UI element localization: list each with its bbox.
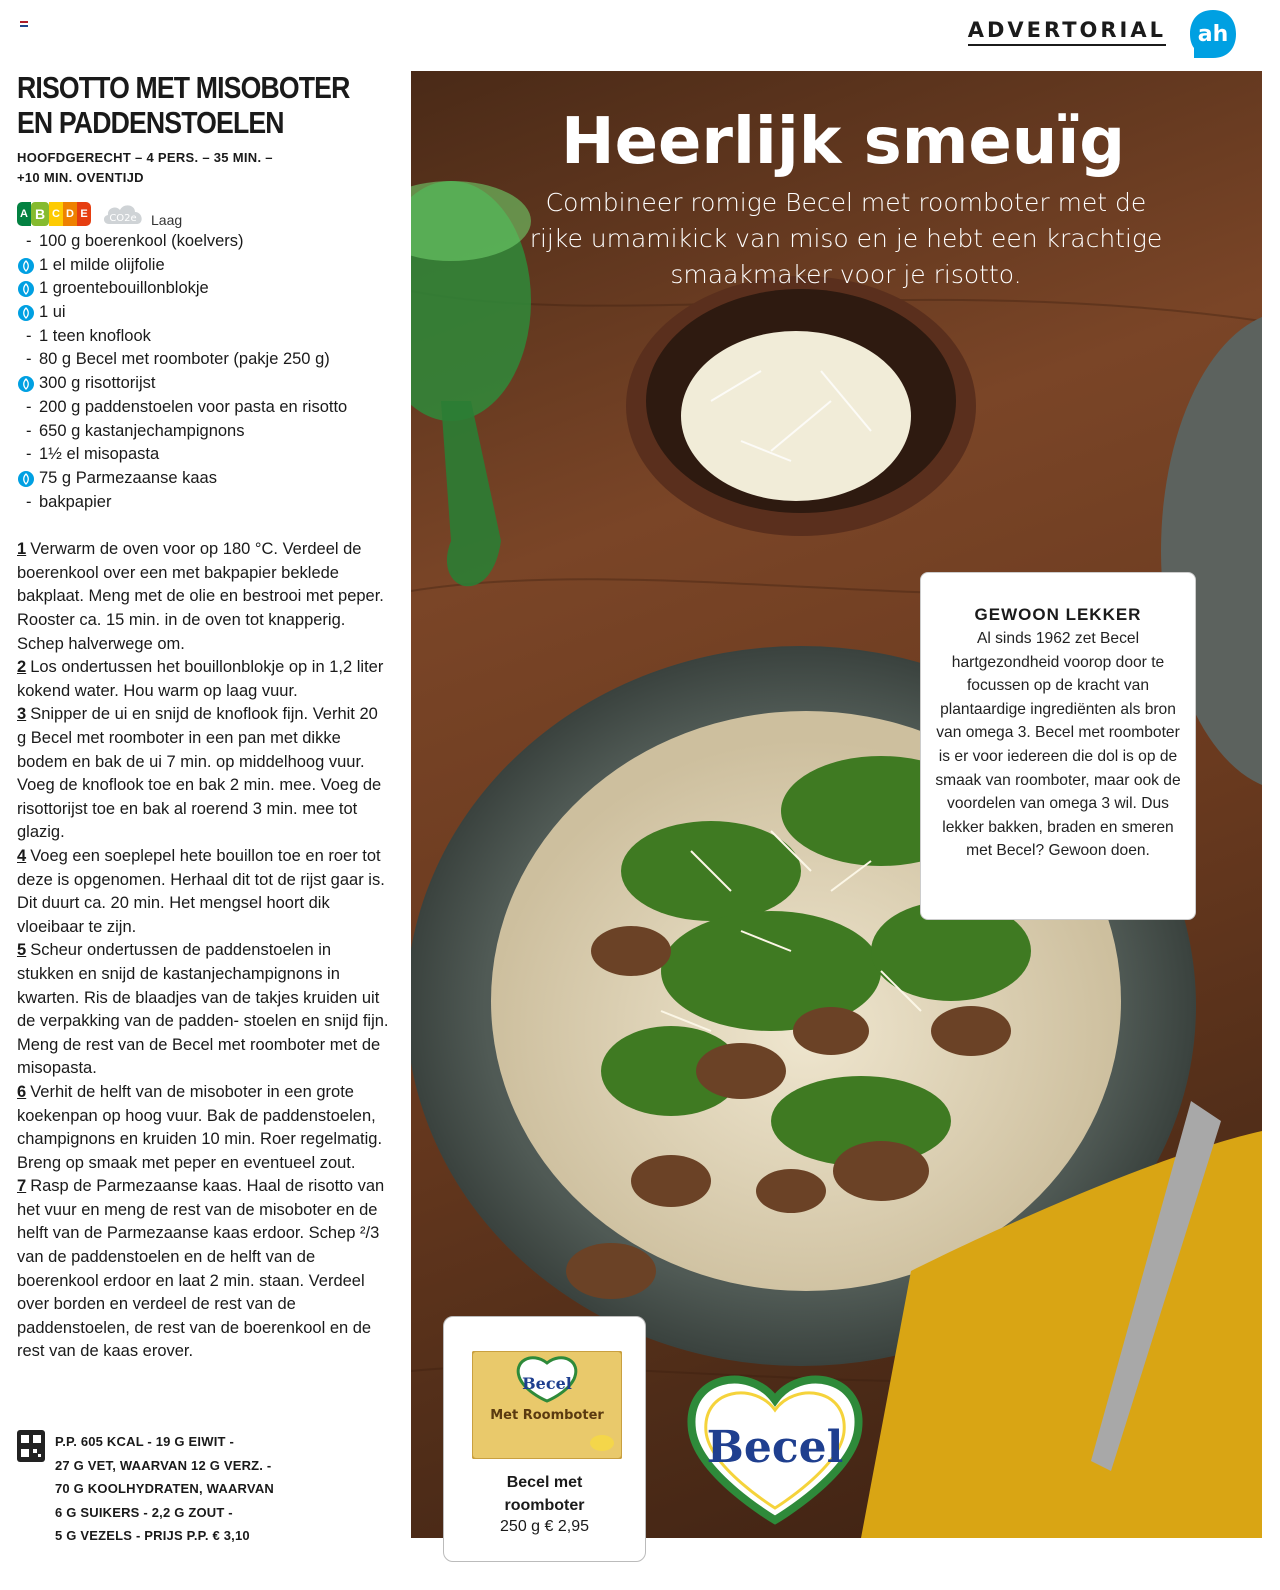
ingredient-item: - 1 teen knoflook: [26, 326, 151, 345]
nutrition-line: 70 G KOOLHYDRATEN, WAARVAN: [55, 1481, 274, 1496]
step-number: 3: [17, 705, 27, 724]
nutrition-line: 5 G VEZELS - PRIJS P.P. € 3,10: [55, 1528, 250, 1543]
flag-icon: [20, 21, 28, 27]
albert-heijn-logo-icon: [1188, 8, 1238, 60]
nutrition-line: 6 G SUIKERS - 2,2 G ZOUT -: [55, 1504, 233, 1520]
step-item: 2 Los ondertussen het bouillonblokje op in 1,2 liter kokend water. Hou warm op laag vuur.: [17, 658, 384, 700]
ingredient-item: - bakpapier: [26, 492, 112, 511]
ingredient-item: 300 g risottorijst: [17, 372, 397, 396]
step-item: 6 Verhit de helft van de misoboter in een grote koekenpan op hoog vuur. Bak de paddenstoelen, champignons en kruiden 10 min. Roer regelmatig. Breng op smaak met peper en eventueel zout.: [17, 1082, 383, 1172]
ingredient-item: - 100 g boerenkool (koelvers): [26, 232, 244, 250]
co2-value: Laag: [151, 212, 183, 228]
info-text: Al sinds 1962 zet Becel hartgezondheid voorop door te focussen op de kracht van plantaardige ingrediënten als bron van omega 3. Becel met roomboter is er voor iedereen die dol is op de smaak van roomboter, maar ook de voordelen van omega 3 wil. Dus lekker bakken, braden en smeren met Becel? Gewoon doen.: [935, 630, 1181, 860]
becel-pack-image: [472, 1351, 622, 1459]
qr-code-icon: [17, 1430, 45, 1462]
recipe-meta: HOOFDGERECHT – 4 PERS. – 35 MIN. – +10 MIN. OVENTIJD: [17, 150, 273, 185]
step-number: 5: [17, 941, 27, 960]
ah-basic-icon: [18, 258, 34, 274]
info-title: GEWOON LEKKER: [974, 605, 1142, 624]
ingredient-item: - 200 g paddenstoelen voor pasta en risotto: [26, 397, 348, 416]
svg-text:Becel: Becel: [706, 1422, 844, 1473]
nutriscore-badge: [17, 202, 91, 226]
ingredient-item: - 650 g kastanjechampignons: [26, 421, 245, 440]
nutriscore-letter: A: [17, 202, 31, 226]
ad-subline: Combineer romige Becel met roomboter met de rijke umamikick van miso en je hebt een krachtige smaakmaker voor je risotto.: [529, 188, 1163, 289]
ah-basic-icon: [18, 376, 34, 392]
ingredient-item: 75 g Parmezaanse kaas: [17, 467, 397, 491]
recipe-column: [17, 70, 397, 1364]
ingredient-list: [17, 230, 397, 514]
svg-text:CO2e: CO2e: [109, 213, 137, 224]
nutriscore-letter: E: [77, 202, 91, 226]
preparation-steps: [17, 538, 389, 1364]
step-number: 1: [17, 540, 27, 559]
step-item: 1 Verwarm de oven voor op 180 °C. Verdeel de boerenkool over een met bakpapier beklede bakplaat. Meng met de olie en bestrooi met peper. Rooster ca. 15 min. in de oven tot knapperig. Schep halverwege om.: [17, 540, 384, 653]
nutrition-line: 27 G VET, WAARVAN 12 G VERZ. -: [55, 1457, 272, 1473]
ingredient-item: 1 ui: [17, 301, 397, 325]
recipe-title: RISOTTO MET MISOBOTER EN PADDENSTOELEN: [17, 70, 350, 140]
recipe-badges: [17, 200, 397, 228]
step-number: 2: [17, 658, 27, 677]
nutriscore-letter: B: [31, 202, 49, 226]
step-number: 6: [17, 1082, 27, 1101]
product-price: 250 g € 2,95: [500, 1518, 589, 1535]
step-number: 7: [17, 1177, 27, 1196]
svg-text:ah: ah: [1197, 22, 1229, 47]
step-number: 4: [17, 846, 27, 865]
ingredient-item: - 1½ el misopasta: [26, 445, 160, 464]
ingredient-item: - 80 g Becel met roomboter (pakje 250 g): [26, 350, 330, 369]
product-card: [443, 1316, 646, 1562]
ah-basic-icon: [18, 471, 34, 487]
ingredient-item: 1 groentebouillonblokje: [17, 277, 397, 301]
svg-text:Becel: Becel: [522, 1374, 572, 1393]
step-item: 4 Voeg een soeplepel hete bouillon toe en roer tot deze is opgenomen. Herhaal dit tot de rijst gaar is. Dit duurt ca. 20 min. Het mengsel hoort dik vloeibaar te zijn.: [17, 846, 385, 936]
ah-basic-icon: [18, 281, 34, 297]
co2-cloud-icon: [101, 200, 145, 226]
product-name: Becel met roomboter: [504, 1474, 585, 1514]
nutrition-line: P.P. 605 KCAL - 19 G EIWIT -: [55, 1434, 234, 1449]
nutriscore-letter: D: [63, 202, 77, 226]
advertorial-label: ADVERTORIAL: [968, 18, 1166, 46]
becel-heart-logo: [680, 1370, 870, 1530]
ah-basic-icon: [18, 305, 34, 321]
step-item: 7 Rasp de Parmezaanse kaas. Haal de risotto van het vuur en meng de rest van de misoboter en de helft van de Parmezaanse kaas erdoor. Schep ²/3 van de paddenstoelen en de helft van de boerenkool erdoor en laat 2 min. staan. Verdeel over borden en verdeel de rest van de paddenstoelen, de rest van de boerenkool en de rest van de kaas erover.: [17, 1177, 385, 1361]
info-box: [920, 572, 1196, 920]
step-item: 5 Scheur ondertussen de paddenstoelen in stukken en snijd de kastanjechampignons in kwarten. Ris de blaadjes van de takjes kruiden uit de verpakking van de padden- stoelen en snijd fijn. Meng de rest van de Becel met roomboter met de misopasta.: [17, 941, 389, 1078]
ad-headline: Heerlijk smeuïg: [561, 105, 1126, 179]
step-item: 3 Snipper de ui en snijd de knoflook fijn. Verhit 20 g Becel met roomboter in een pan met dikke bodem en bak de ui 7 min. op middelhoog vuur. Voeg de knoflook toe en bak 2 min. mee. Voeg de risottorijst toe en bak al roerend 3 min. mee tot glazig.: [17, 705, 382, 842]
nutriscore-letter: C: [49, 202, 63, 226]
svg-text:Met Roomboter: Met Roomboter: [490, 1408, 604, 1423]
ingredient-item: 1 el milde olijfolie: [17, 254, 397, 278]
